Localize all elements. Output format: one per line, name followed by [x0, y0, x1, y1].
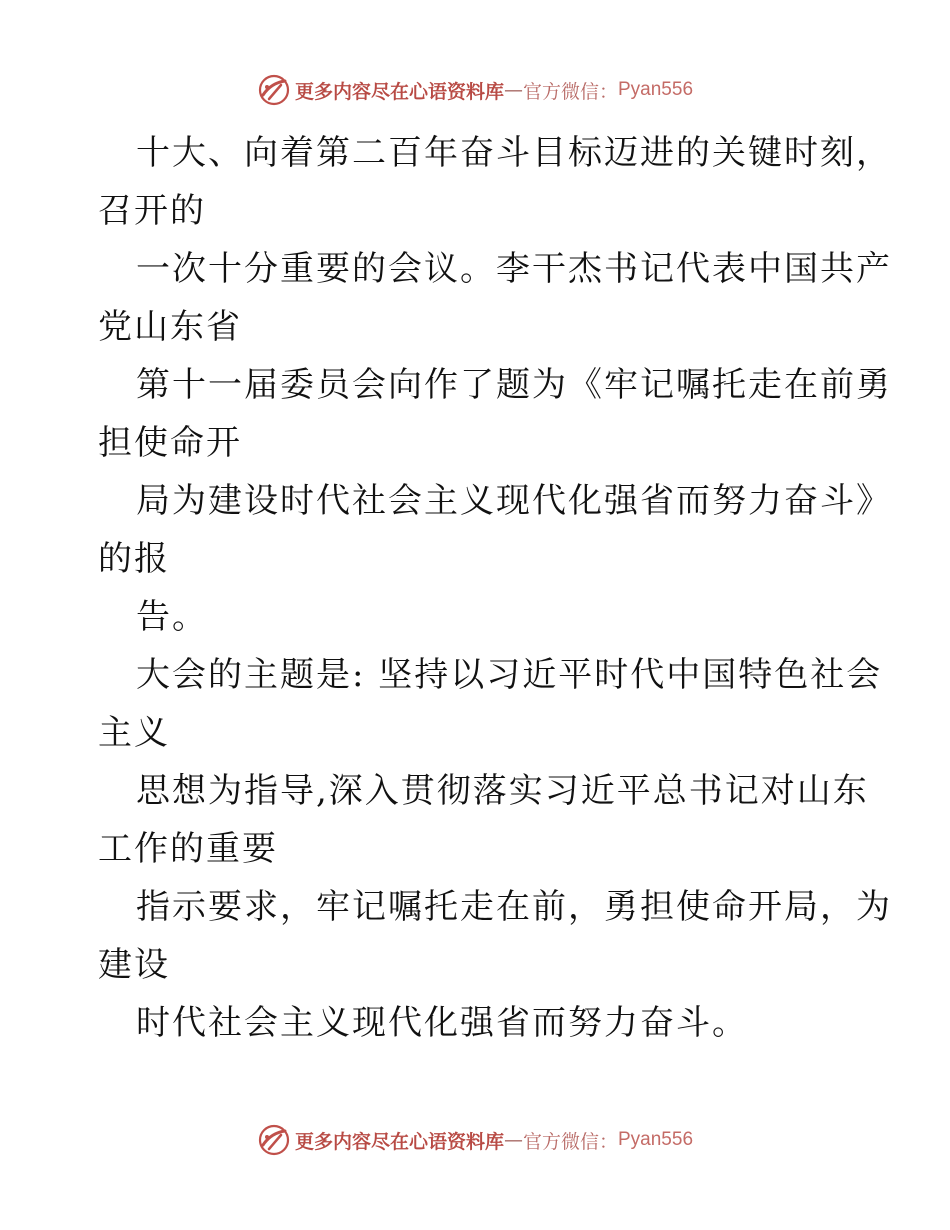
- watermark-brand-text: 更多内容尽在心语资料库: [294, 80, 504, 103]
- text-line: 局为建设时代社会主义现代化强省而努力奋斗》: [136, 481, 892, 521]
- document-body: [98, 124, 892, 1052]
- watermark-dash: —: [503, 1129, 523, 1151]
- text-line: 担使命开: [98, 423, 242, 463]
- watermark-wechat-label: 官方微信：: [522, 80, 618, 103]
- ribbon-pen-logo-icon: [257, 1123, 291, 1157]
- footer-watermark: [0, 1120, 950, 1160]
- text-line: 建设: [98, 945, 170, 985]
- text-line: 告。: [136, 597, 208, 637]
- watermark-dash: —: [503, 79, 523, 101]
- watermark-wechat-id: Pyan556: [618, 79, 694, 100]
- text-line: 党山东省: [98, 307, 242, 347]
- text-line: 十大、向着第二百年奋斗目标迈进的关键时刻，: [136, 133, 892, 173]
- text-line: 主义: [98, 713, 170, 753]
- watermark-wechat-label: 官方微信：: [522, 1130, 618, 1153]
- text-line: 思想为指导,深入贯彻落实习近平总书记对山东: [136, 771, 869, 811]
- text-line: 时代社会主义现代化强省而努力奋斗。: [136, 1003, 748, 1043]
- text-line: 第十一届委员会向作了题为《牢记嘱托走在前勇: [136, 365, 892, 405]
- text-line: 工作的重要: [98, 829, 278, 869]
- text-line: 的报: [98, 539, 170, 579]
- text-line: 一次十分重要的会议。李干杰书记代表中国共产: [136, 249, 892, 289]
- text-line: 指示要求，牢记嘱托走在前，勇担使命开局，为: [136, 887, 892, 927]
- watermark-wechat-id: Pyan556: [618, 1129, 694, 1150]
- header-watermark: [0, 70, 950, 110]
- watermark-brand-text: 更多内容尽在心语资料库: [294, 1130, 504, 1153]
- ribbon-pen-logo-icon: [257, 73, 291, 107]
- text-line: 召开的: [98, 191, 206, 231]
- text-line: 大会的主题是: 坚持以习近平时代中国特色社会: [136, 655, 883, 695]
